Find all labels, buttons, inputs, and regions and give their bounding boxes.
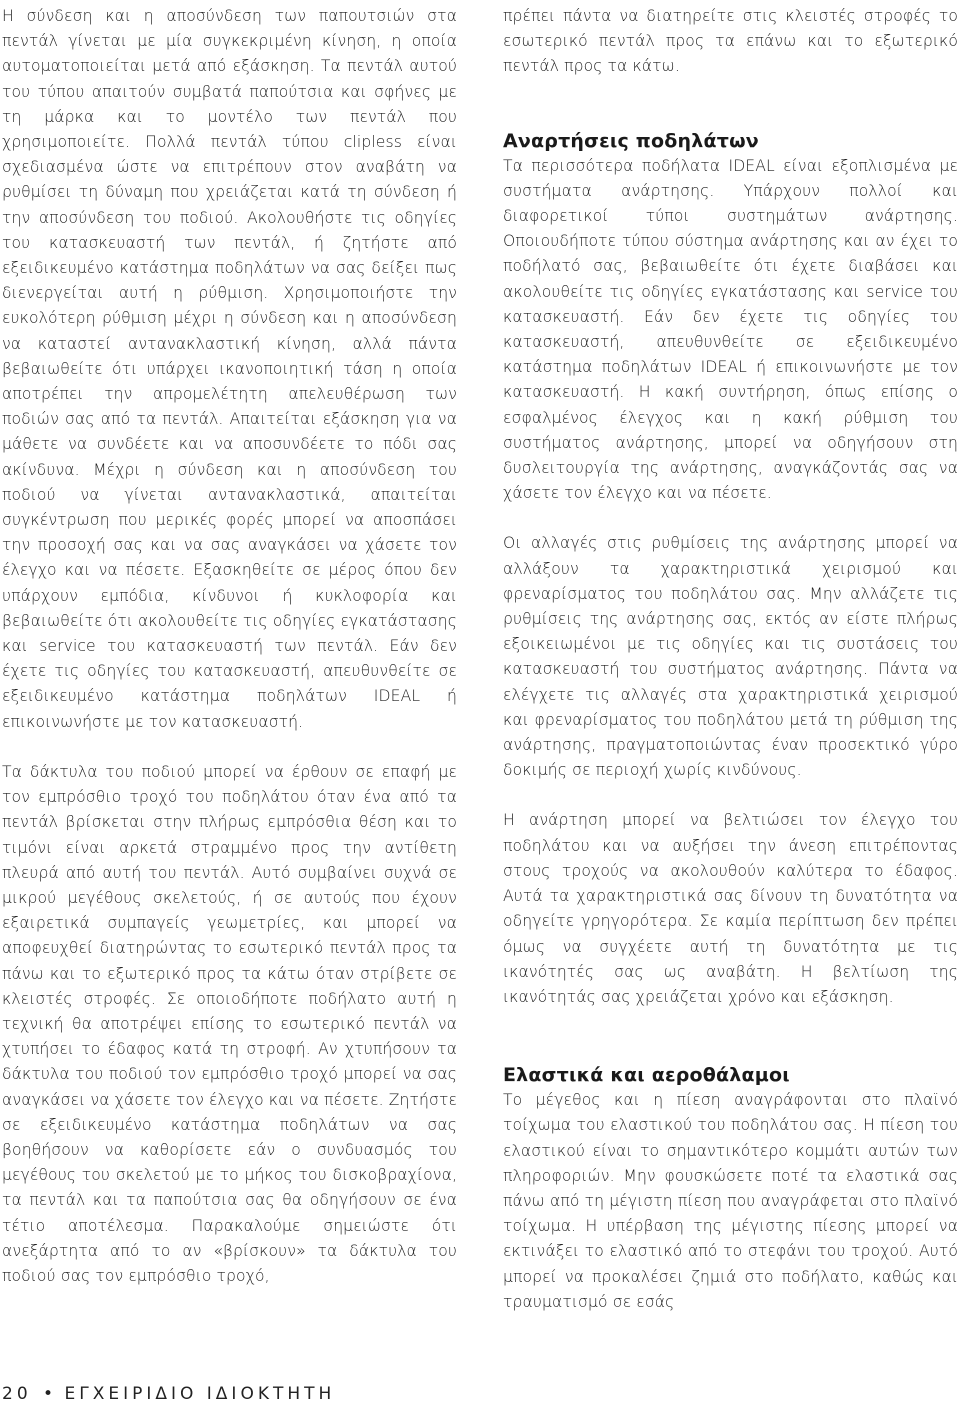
left-column — [2, 4, 457, 1289]
left-paragraph-pedals-clipless: Η σύνδεση και η αποσύνδεση των παπουτσιών στα πεντάλ γίνεται με μία συγκεκριμένη κίνηση, η οποία αυτοματοποιείται μετά από εξάσκηση. Τα πεντάλ αυτού του τύπου απαιτούν συμβατά παπούτσια και σφήνες με τη μάρκα και το μοντέλο των πεντάλ που χρησιμοποιείτε. Πολλά πεντάλ τύπου clipless είναι σχεδιασμένα ώστε να επιτρέπουν στον αναβάτη να ρυθμίσει τη δύναμη που χρειάζεται κατά τη σύνδεση ή την αποσύνδεση του ποδιού. Ακολουθήστε τις οδηγίες του κατασκευαστή των πεντάλ, ή ζητήστε από εξειδικευμένο κατάστημα ποδηλάτων να σας δείξει πως διενεργείται αυτή η ρύθμιση. Χρησιμοποιήστε την ευκολότερη ρύθμιση μέχρι η σύνδεση και η αποσύνδεση να καταστεί αντανακλαστική κίνηση, αλλά πάντα βεβαιωθείτε ότι υπάρχει ικανοποιητική τάση η οποία αποτρέπει την απρομελέτητη απελευθέρωση των ποδιών σας από τα πεντάλ. Απαιτείται εξάσκηση για να μάθετε να συνδέετε και να αποσυνδέετε το πόδι σας ακίνδυνα. Μέχρι η σύνδεση και η αποσύνδεση του ποδιού να γίνεται αντανακλαστικά, απαιτείται συγκέντρωση που μερικές φορές μπορεί να αποσπάσει την προσοχή σας και να σας αναγκάσει να χάσετε τον έλεγχο και να πέσετε. Εξασκηθείτε σε μέρος όπου δεν υπάρχουν εμπόδια, κίνδυνοι ή κυκλοφορία και βεβαιωθείτε ότι ακολουθείτε τις οδηγίες εγκατάστασης και service του κατασκευαστή των πεντάλ. Εάν δεν έχετε τις οδηγίες του κατασκευαστή, απευθυνθείτε σε εξειδικευμένο κατάστημα ποδηλάτων IDEAL ή επικοινωνήστε με τον κατασκευαστή. — [2, 7, 457, 731]
footer-separator: • — [43, 1384, 54, 1404]
suspension-paragraph-2: Οι αλλαγές στις ρυθμίσεις της ανάρτησης μπορεί να αλλάξουν τα χαρακτηριστικά χειρισμού και φρεναρίσματος του ποδηλάτου σας. Μην αλλάζετε τις ρυθμίσεις της ανάρτησης σας, εκτός αν είστε πλήρως εξοικειωμένοι με τις οδηγίες και τις συστάσεις του κατασκευαστή του συστήματος ανάρτησης. Πάντα να ελέγχετε τις αλλαγές στα χαρακτηριστικά χειρισμού και φρεναρίσματος του ποδηλάτου μετά τη ρύθμιση της ανάρτησης, πραγματοποιώντας έναν προσεκτικό γύρο δοκιμής σε περιοχή χωρίς κινδύνους. — [503, 534, 958, 780]
page-footer — [2, 1384, 335, 1404]
footer-title: ΕΓΧΕΙΡΙΔΙΟ ΙΔΙΟΚΤΗΤΗ — [64, 1384, 336, 1404]
right-column — [503, 4, 958, 1315]
right-paragraph-continuation: πρέπει πάντα να διατηρείτε στις κλειστές στροφές το εσωτερικό πεντάλ προς τα επάνω και το εξωτερικό πεντάλ προς τα κάτω. — [503, 7, 958, 76]
suspension-paragraph-3: Η ανάρτηση μπορεί να βελτιώσει τον έλεγχο του ποδηλάτου και να αυξήσει την άνεση επιτρέποντας στους τροχούς να ακολουθούν καλύτερα το έδαφος. Αυτά τα χαρακτηριστικά σας δίνουν τη δυνατότητα να οδηγείτε γρηγορότερα. Σε καμία περίπτωση δεν πρέπει όμως να συγχέετε αυτή τη δυνατότητα με τις ικανότητές σας ως αναβάτη. Η βελτίωση της ικανότητάς σας χρειάζεται χρόνο και εξάσκηση. — [503, 811, 958, 1006]
left-paragraph-toe-overlap: Τα δάκτυλα του ποδιού μπορεί να έρθουν σε επαφή με τον εμπρόσθιο τροχό του ποδηλάτου όταν ένα από τα πεντάλ βρίσκεται στην πλήρως εμπρόσθια θέση και το τιμόνι είναι αρκετά στραμμένο προς την αντίθετη πλευρά από αυτή του πεντάλ. Αυτό συμβαίνει συχνά σε μικρού μεγέθους σκελετούς, ή σε αυτούς που έχουν εξαιρετικά συμπαγείς γεωμετρίες, και μπορεί να αποφευχθεί διατηρώντας το εσωτερικό πεντάλ προς τα πάνω και το εξωτερικό προς τα κάτω όταν στρίβετε σε κλειστές στροφές. Σε οποιοδήποτε ποδήλατο αυτή η τεχνική θα αποτρέψει επίσης το εσωτερικό πεντάλ να χτυπήσει το έδαφος κατά τη στροφή. Αν χτυπήσουν τα δάκτυλα του ποδιού τον εμπρόσθιο τροχό μπορεί να σας αναγκάσει να χάσετε τον έλεγχο και να πέσετε. Ζητήστε σε εξειδικευμένο κατάστημα ποδηλάτων να σας βοηθήσουν να καθορίσετε εάν ο συνδυασμός του μεγέθους του σκελετού με το μήκος του δισκοβραχίονα, τα πεντάλ και τα παπούτσια σας θα οδηγήσουν σε ένα τέτιο αποτέλεσμα. Παρακαλούμε σημειώστε ότι ανεξάρτητα από το αν «βρίσκουν» τα δάκτυλα του ποδιού σας τον εμπρόσθιο τροχό, — [2, 762, 457, 1285]
heading-suspension: Αναρτήσεις ποδηλάτων — [503, 129, 759, 152]
suspension-paragraph-1: Τα περισσότερα ποδήλατα IDEAL είναι εξοπλισμένα με συστήματα ανάρτησης. Υπάρχουν πολλοί και διαφορετικοί τύποι συστημάτων ανάρτησης. Οποιουδήποτε τύπου σύστημα ανάρτησης και αν έχει το ποδήλατό σας, βεβαιωθείτε ότι έχετε διαβάσει και ακολουθείτε τις οδηγίες εγκατάστασης και service του κατασκευαστή. Εάν δεν έχετε τις οδηγίες του κατασκευαστή, απευθυνθείτε σε εξειδικευμένο κατάστημα ποδηλάτων IDEAL ή επικοινωνήστε με τον κατασκευαστή. Η κακή συντήρηση, όπως επίσης ο εσφαλμένος έλεγχος και η κακή ρύθμιση του συστήματος ανάρτησης, μπορεί να οδηγήσουν στη δυσλειτουργία της ανάρτησης, αναγκάζοντάς σας να χάσετε τον έλεγχο και να πέσετε. — [503, 156, 958, 503]
tires-paragraph-1: Το μέγεθος και η πίεση αναγράφονται στο πλαϊνό τοίχωμα του ελαστικού του ποδηλάτου σας. Η πίεση του ελαστικού είναι το σημαντικότερο κομμάτι αυτών των πληροφοριών. Μην φουσκώσετε ποτέ τα ελαστικά σας πάνω από τη μέγιστη πίεση που αναγράφεται στο πλαϊνό τοίχωμα. Η υπέρβαση της μέγιστης πίεσης μπορεί να εκτινάξει το ελαστικό από το στεφάνι του τροχού. Αυτό μπορεί να προκαλέσει ζημιά στο ποδήλατο, καθώς και τραυματισμό σε εσάς — [503, 1091, 958, 1311]
page-number: 20 — [2, 1384, 32, 1404]
heading-tires: Ελαστικά και αεροθάλαμοι — [503, 1064, 790, 1087]
